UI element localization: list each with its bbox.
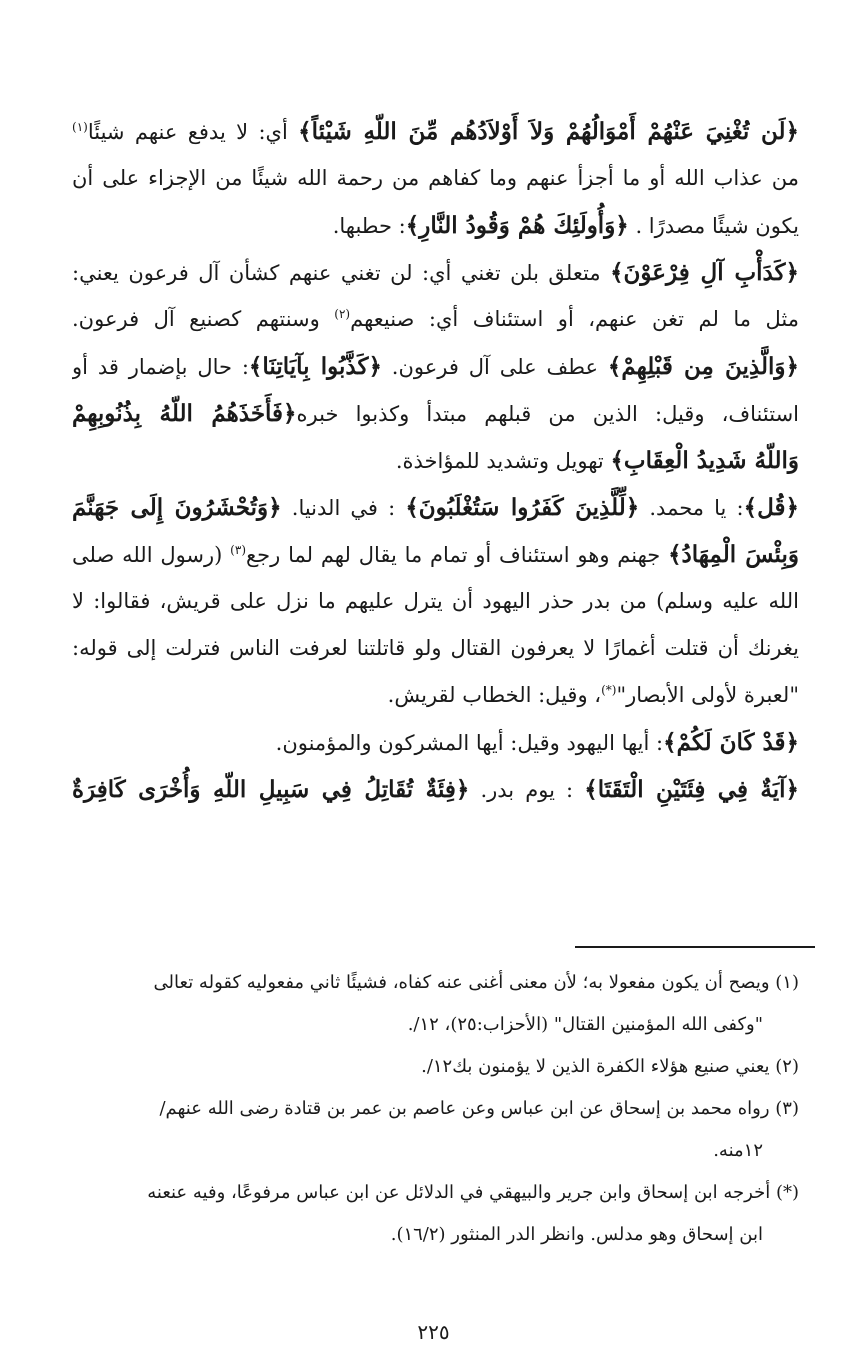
quran-verse: ﴿كَذَّبُوا بِآيَاتِنَا﴾ (248, 353, 382, 380)
footnote-ref: (٣) (230, 543, 246, 557)
commentary-text: ، وقيل: الخطاب لقريش. (387, 683, 602, 707)
quran-verse: ﴿كَدَأْبِ آلِ فِرْعَوْنَ﴾ (610, 259, 799, 286)
text-line (72, 672, 799, 719)
quran-verse: ﴿وَتُحْشَرُونَ إِلَى جَهَنَّمَ (72, 494, 282, 521)
page-number: ٢٢٥ (417, 1320, 450, 1344)
quran-verse: ﴿آيَةٌ فِي فِئَتَيْنِ الْتَقَتَا﴾ (584, 776, 799, 803)
text-line (72, 578, 799, 625)
footnote-line: ١٢منه. (713, 1140, 763, 1161)
footnote-ref: (٢) (334, 307, 351, 321)
footnote-divider (575, 946, 815, 948)
quran-verse: وَاللّهُ شَدِيدُ الْعِقَابِ﴾ (610, 447, 799, 474)
text-line (72, 531, 799, 578)
footnote-line: ابن إسحاق وهو مدلس. وانظر الدر المنثور (١٦/٢). (390, 1224, 763, 1245)
commentary-text: وسنتهم كصنيع آل فرعون. (72, 307, 335, 331)
text-line (72, 390, 799, 437)
commentary-text: "لعبرة لأولى الأبصار" (616, 683, 799, 707)
commentary-text: : أيها اليهود وقيل: أيها المشركون والمؤمنون. (275, 731, 664, 755)
text-line (72, 343, 799, 390)
commentary-text: : يوم بدر. (469, 778, 585, 802)
quran-verse: ﴿فَأَخَذَهُمُ اللّهُ بِذُنُوبِهِمْ (72, 400, 297, 427)
text-line (72, 719, 799, 766)
commentary-text: أي: لا يدفع عنهم شيئًا (87, 120, 299, 144)
commentary-text: : في الدنيا. (281, 496, 406, 520)
text-line (72, 155, 799, 202)
commentary-text: استئناف، وقيل: الذين من قبلهم مبتدأ وكذبوا خبره (296, 402, 799, 426)
quran-verse: ﴿وَأُولَئِكَ هُمْ وَقُودُ النَّارِ﴾ (405, 212, 629, 239)
commentary-text: جهنم وهو استئناف أو تمام ما يقال لهم لما رجع (246, 543, 669, 567)
footnote-ref: (*) (601, 683, 617, 697)
text-line (72, 437, 799, 484)
commentary-text: يكون شيئًا مصدرًا . (628, 214, 799, 238)
footnote-line: (٣) رواه محمد بن إسحاق عن ابن عباس وعن عاصم بن عمر بن قتادة رضى الله عنهم/ (159, 1098, 799, 1119)
quran-verse: ﴿فِئَةٌ تُقَاتِلُ فِي سَبِيلِ اللّهِ وَأُخْرَى كَافِرَةٌ (72, 776, 470, 803)
footnote-line: (*) أخرجه ابن إسحاق وابن جرير والبيهقي في الدلائل عن ابن عباس مرفوعًا، وفيه عنعنه (147, 1182, 799, 1203)
text-line (72, 484, 799, 531)
text-line (72, 249, 799, 296)
commentary-text: : حال بإضمار قد أو (72, 355, 249, 379)
quran-verse: ﴿وَالَّذِينَ مِن قَبْلِهِمْ﴾ (607, 353, 799, 380)
text-line (72, 766, 799, 813)
commentary-text: (رسول الله صلى (72, 543, 231, 567)
footnote-line: (١) ويصح أن يكون مفعولا به؛ لأن معنى أغنى عنه كفاه، فشيئًا ثاني مفعوليه كقوله تعالى (153, 972, 799, 993)
quran-verse: ﴿قَدْ كَانَ لَكُمْ﴾ (663, 729, 799, 756)
commentary-text: عطف على آل فرعون. (381, 355, 608, 379)
commentary-text: : يا محمد. (639, 496, 744, 520)
main-text (72, 108, 799, 813)
commentary-text: يغرنك أن قتلت أغمارًا لا يعرفون القتال ولو قاتلتنا لعرفت الناس فترلت إلى قوله: (72, 636, 799, 660)
footnote-line: "وكفى الله المؤمنين القتال" (الأحزاب:٢٥)، ١٢/. (407, 1014, 763, 1035)
quran-verse: وَبِئْسَ الْمِهَادُ﴾ (668, 541, 799, 568)
text-line (72, 202, 799, 249)
text-line (72, 625, 799, 672)
commentary-text: من عذاب الله أو ما أجزأ عنهم وما كفاهم من رحمة الله شيئًا من الإجزاء على أن (72, 166, 799, 190)
footnote-ref: (١) (72, 120, 88, 134)
footnote-line: (٢) يعني صنيع هؤلاء الكفرة الذين لا يؤمنون بك١٢/. (421, 1056, 799, 1077)
commentary-text: : حطبها. (332, 214, 406, 238)
quran-verse: ﴿لَن تُغْنِيَ عَنْهُمْ أَمْوَالُهُمْ وَلاَ أَوْلاَدُهُم مِّنَ اللّهِ شَيْئاً﴾ (298, 118, 799, 145)
text-line (72, 296, 799, 343)
quran-verse: ﴿لِّلَّذِينَ كَفَرُوا سَتُغْلَبُونَ﴾ (405, 494, 640, 521)
footnotes (72, 962, 799, 1256)
commentary-text: الله عليه وسلم) من بدر حذر اليهود أن يترل عليهم ما نزل على قريش، فقالوا: لا (72, 589, 799, 613)
commentary-text: مثل ما لم تغن عنهم، أو استئناف أي: صنيعهم (350, 307, 799, 331)
commentary-text: تهويل وتشديد للمؤاخذة. (395, 449, 611, 473)
quran-verse: ﴿قُل﴾ (743, 494, 799, 521)
commentary-text: متعلق بلن تغني أي: لن تغني عنهم كشأن آل فرعون يعني: (72, 261, 611, 285)
text-line (72, 108, 799, 155)
